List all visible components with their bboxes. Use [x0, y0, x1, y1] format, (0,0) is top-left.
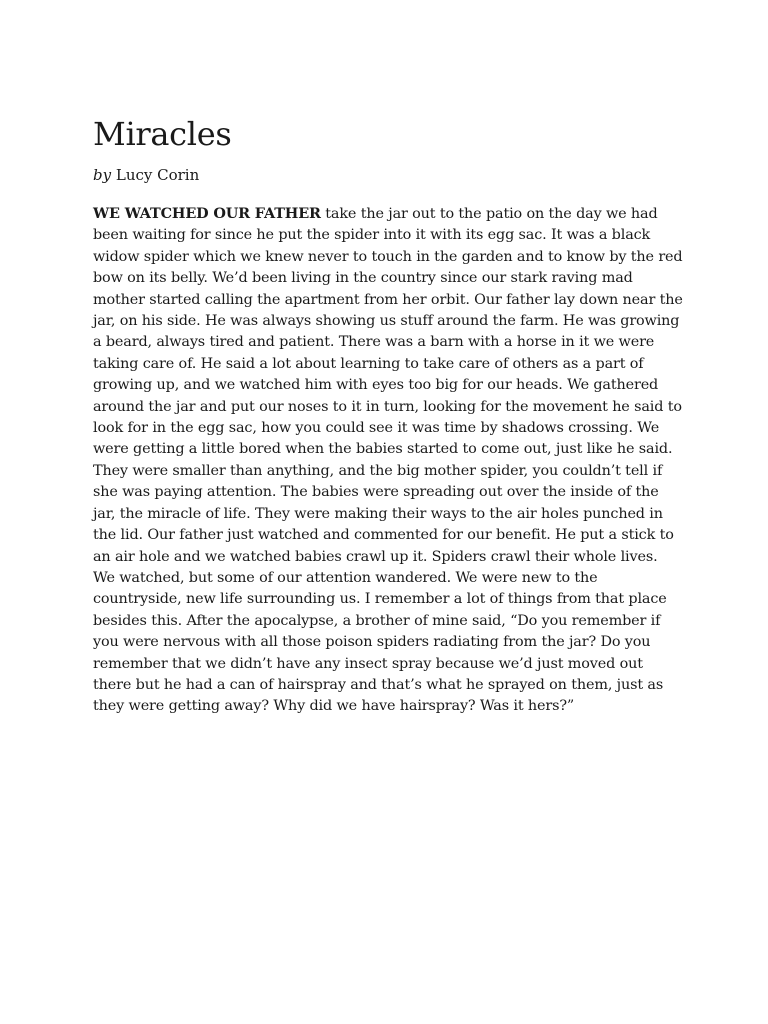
byline-prefix: by [93, 166, 112, 184]
story-body: take the jar out to the patio on the day we had been waiting for since he put the spider into it with its egg sac. It was a black widow spider which we knew never to touch in the garden and to know by the red bow on its belly. We’d been living in the country since our stark raving mad mother started calling the apartment from her orbit. Our father lay down near the jar, on his side. He was always showing us stuff around the farm. He was growing a beard, always tired and patient. There was a barn with a horse in it we were taking care of. He said a lot about learning to take care of others as a part of growing up, and we watched him with eyes too big for our heads. We gathered around the jar and put our noses to it in turn, looking for the movement he said to look for in the egg sac, how you could see it was time by shadows crossing. We were getting a little bored when the babies started to come out, just like he said. They were smaller than anything, and the big mother spider, you couldn’t tell if she was paying attention. The babies were spreading out over the inside of the jar, the miracle of life. They were making their ways to the air holes punched in the lid. Our father just watched and commented for our benefit. He put a stick to an air hole and we watched babies crawl up it. Spiders crawl their whole lives. We watched, but some of our attention wandered. We were new to the countryside, new life surrounding us. I remember a lot of things from that place besides this. After the apocalypse, a brother of mine said, “Do you remember if you were nervous with all those poison spiders radiating from the jar? Do you remember that we didn’t have any insect spray because we’d just moved out there but he had a can of hairspray and that’s what he sprayed on them, just as they were getting away? Why did we have hairspray? Was it hers?” [93, 206, 683, 715]
story-paragraph [93, 203, 683, 718]
story-title: Miracles [93, 115, 232, 153]
byline [93, 164, 683, 186]
document-page [93, 112, 683, 718]
story-lead-in: WE WATCHED OUR FATHER [93, 205, 321, 222]
author-name: Lucy Corin [115, 166, 200, 184]
